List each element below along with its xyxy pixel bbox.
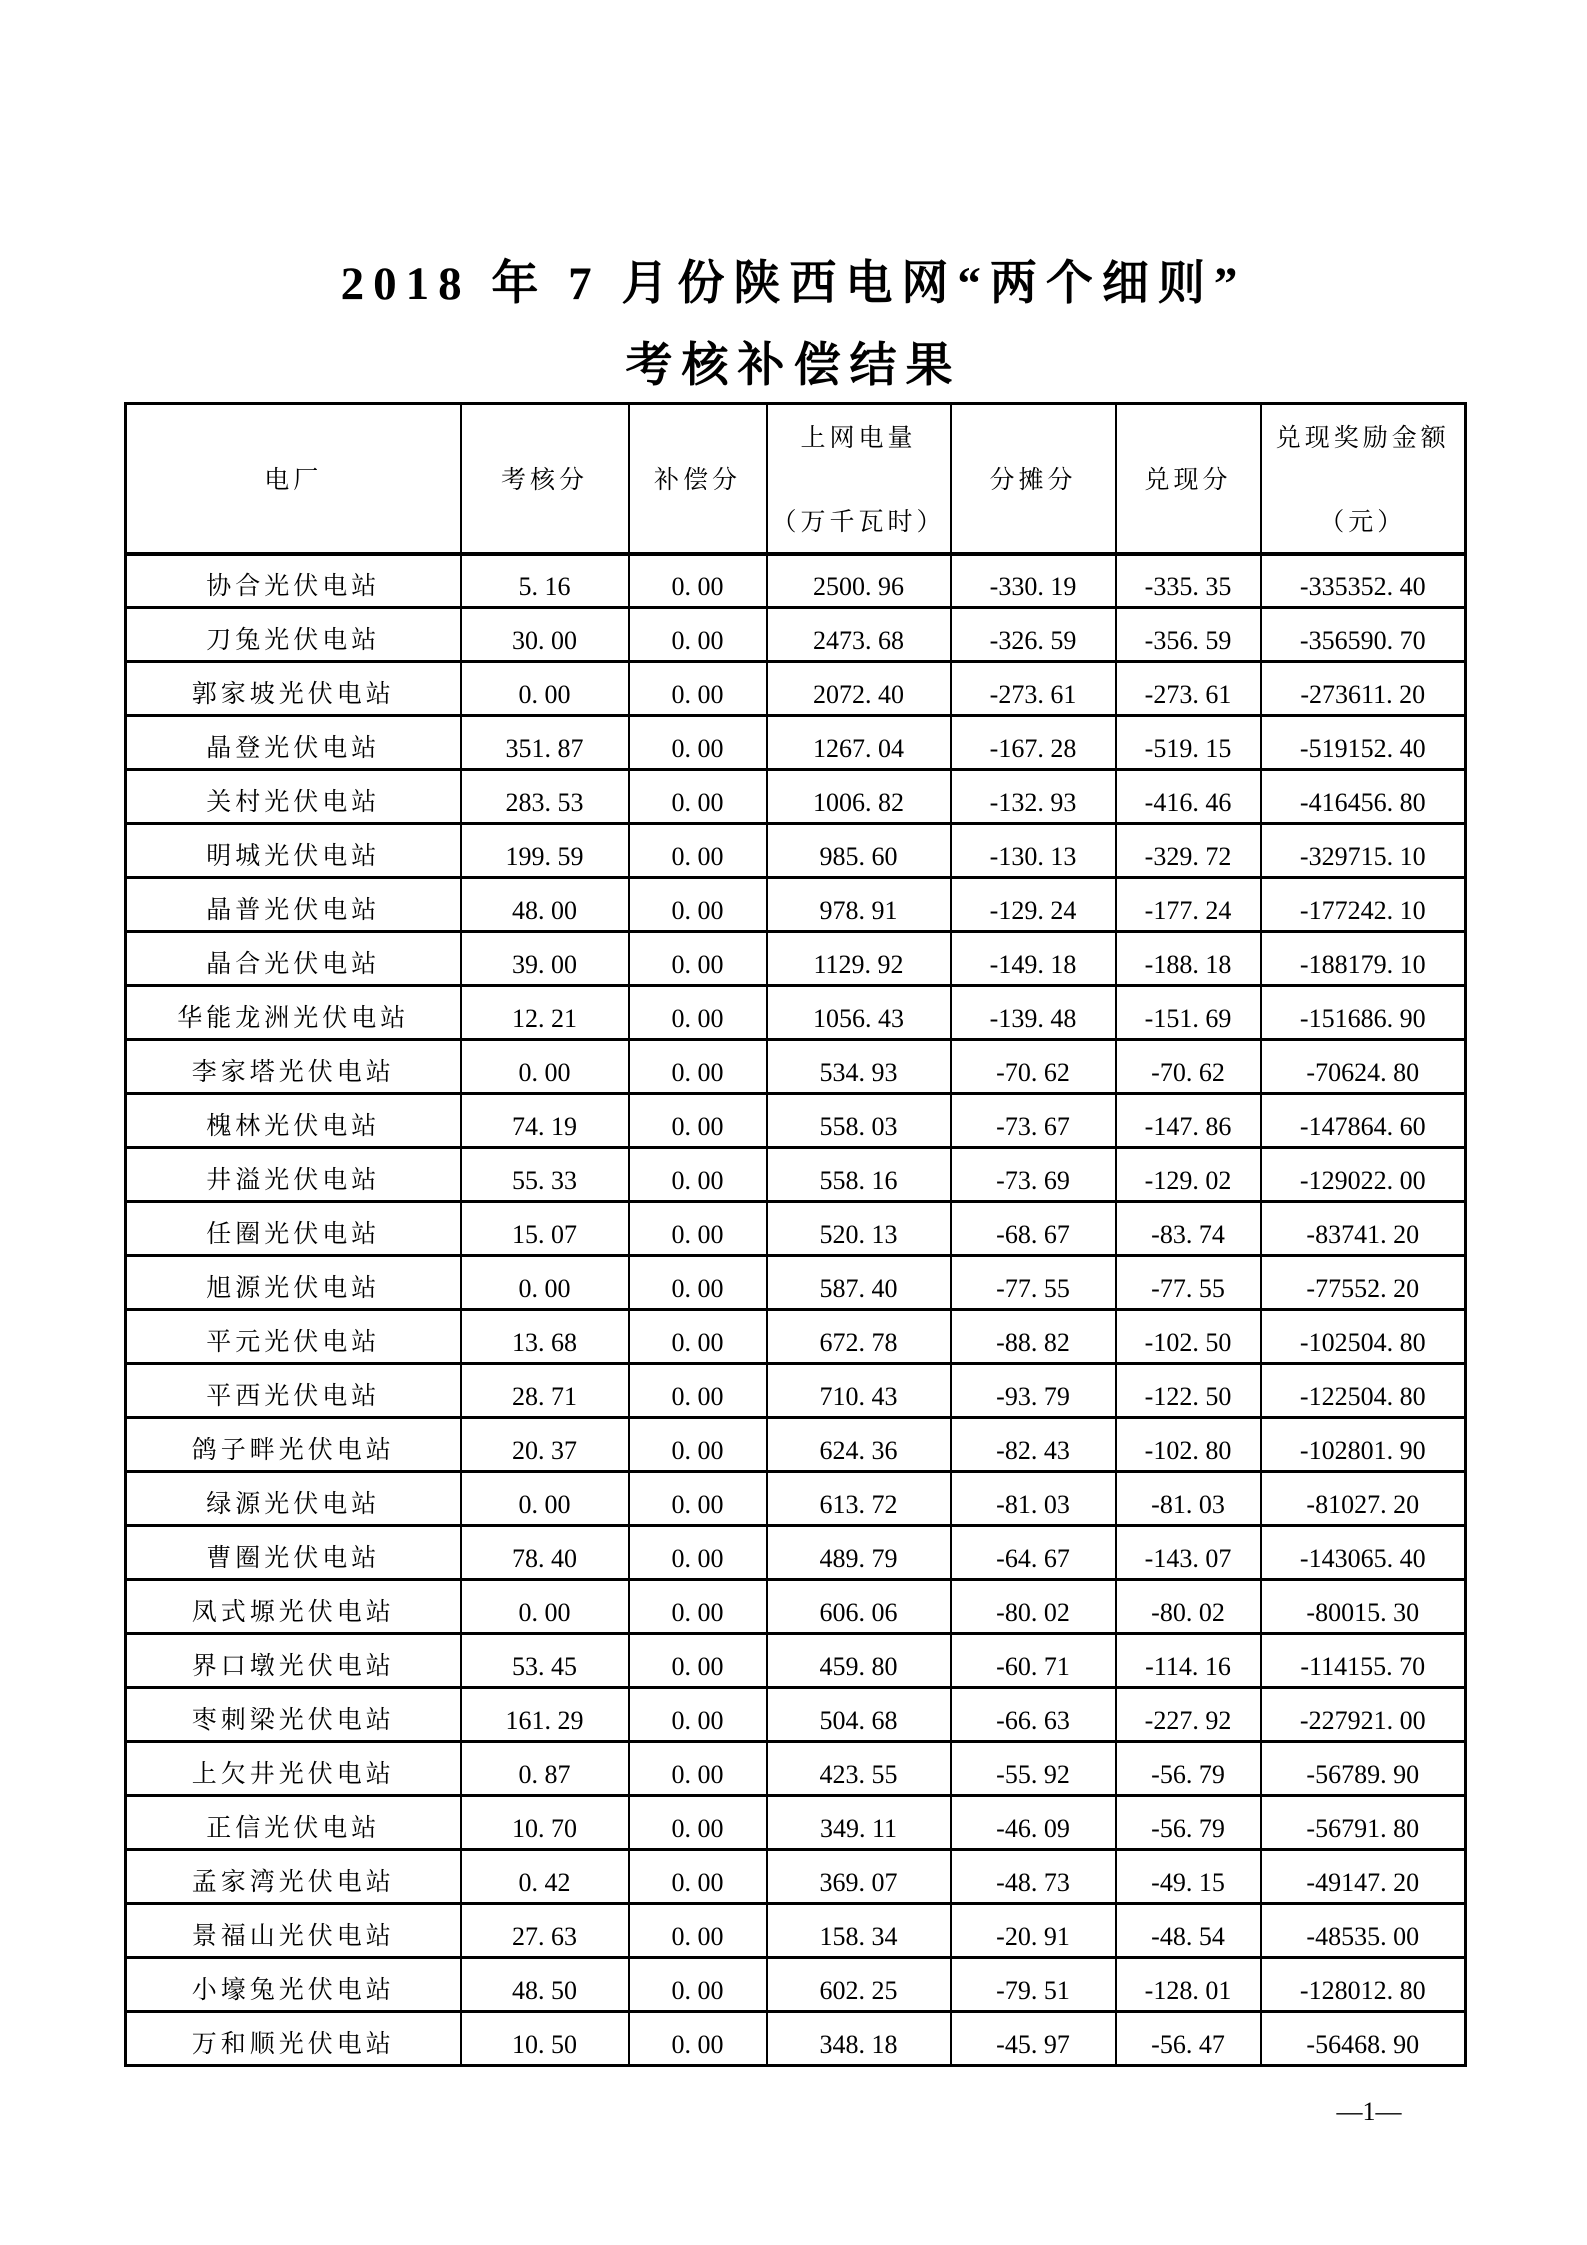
value-cell: -188. 18 [1116, 932, 1261, 986]
value-cell: -416. 46 [1116, 770, 1261, 824]
value-cell: 606. 06 [767, 1580, 951, 1634]
table-row [126, 2012, 1466, 2066]
value-cell: 2072. 40 [767, 662, 951, 716]
value-cell: -48. 73 [951, 1850, 1116, 1904]
plant-name-cell: 孟家湾光伏电站 [126, 1850, 461, 1904]
table-row [126, 824, 1466, 878]
value-cell: 369. 07 [767, 1850, 951, 1904]
value-cell: 587. 40 [767, 1256, 951, 1310]
value-cell: 0. 00 [461, 662, 629, 716]
value-cell: -56. 79 [1116, 1796, 1261, 1850]
value-cell: -132. 93 [951, 770, 1116, 824]
value-cell: 672. 78 [767, 1310, 951, 1364]
value-cell: -273611. 20 [1261, 662, 1466, 716]
value-cell: -20. 91 [951, 1904, 1116, 1958]
value-cell: 0. 00 [629, 2012, 767, 2066]
value-cell: -122. 50 [1116, 1364, 1261, 1418]
value-cell: -128012. 80 [1261, 1958, 1466, 2012]
table-body [126, 554, 1466, 2066]
column-header-lines [462, 460, 628, 496]
value-cell: 15. 07 [461, 1202, 629, 1256]
plant-name-cell: 小壕兔光伏电站 [126, 1958, 461, 2012]
table-row [126, 1958, 1466, 2012]
value-cell: 13. 68 [461, 1310, 629, 1364]
table-row [126, 932, 1466, 986]
plant-name-cell: 李家塔光伏电站 [126, 1040, 461, 1094]
column-header-lines [127, 460, 460, 496]
value-cell: -114. 16 [1116, 1634, 1261, 1688]
value-cell: -56789. 90 [1261, 1742, 1466, 1796]
plant-name-cell: 界口墩光伏电站 [126, 1634, 461, 1688]
value-cell: -143. 07 [1116, 1526, 1261, 1580]
table-row [126, 1688, 1466, 1742]
value-cell: -177242. 10 [1261, 878, 1466, 932]
column-header-text: 考核分 [500, 467, 588, 495]
value-cell: 2473. 68 [767, 608, 951, 662]
value-cell: 349. 11 [767, 1796, 951, 1850]
value-cell: 0. 00 [629, 824, 767, 878]
value-cell: -147864. 60 [1261, 1094, 1466, 1148]
table-row [126, 554, 1466, 608]
plant-name-cell: 郭家坡光伏电站 [126, 662, 461, 716]
value-cell: -177. 24 [1116, 878, 1261, 932]
table-row [126, 1418, 1466, 1472]
value-cell: 504. 68 [767, 1688, 951, 1742]
value-cell: -273. 61 [1116, 662, 1261, 716]
table-row [126, 1634, 1466, 1688]
value-cell: 0. 00 [629, 1580, 767, 1634]
value-cell: -330. 19 [951, 554, 1116, 608]
title-line-1: 2018 年 7 月份陕西电网“两个细则” [340, 258, 1247, 310]
value-cell: -70. 62 [951, 1040, 1116, 1094]
value-cell: -122504. 80 [1261, 1364, 1466, 1418]
results-table [124, 402, 1467, 2067]
plant-name-cell: 关村光伏电站 [126, 770, 461, 824]
value-cell: -130. 13 [951, 824, 1116, 878]
value-cell: -356. 59 [1116, 608, 1261, 662]
value-cell: 489. 79 [767, 1526, 951, 1580]
value-cell: -77552. 20 [1261, 1256, 1466, 1310]
column-header-text: 兑现奖励金额 [1275, 425, 1450, 453]
table-row [126, 1742, 1466, 1796]
table-row [126, 878, 1466, 932]
value-cell: -273. 61 [951, 662, 1116, 716]
value-cell: 0. 00 [629, 1634, 767, 1688]
value-cell: -356590. 70 [1261, 608, 1466, 662]
value-cell: 0. 00 [629, 1040, 767, 1094]
value-cell: -93. 79 [951, 1364, 1116, 1418]
value-cell: 558. 03 [767, 1094, 951, 1148]
value-cell: -68. 67 [951, 1202, 1116, 1256]
value-cell: -81. 03 [1116, 1472, 1261, 1526]
value-cell: -80. 02 [951, 1580, 1116, 1634]
value-cell: 30. 00 [461, 608, 629, 662]
value-cell: 5. 16 [461, 554, 629, 608]
column-header-grid-energy [767, 404, 951, 554]
value-cell: 0. 00 [629, 1958, 767, 2012]
column-header-lines [630, 460, 766, 496]
table-row [126, 770, 1466, 824]
value-cell: -83. 74 [1116, 1202, 1261, 1256]
value-cell: -73. 69 [951, 1148, 1116, 1202]
value-cell: 0. 00 [629, 986, 767, 1040]
plant-name-cell: 绿源光伏电站 [126, 1472, 461, 1526]
value-cell: -80. 02 [1116, 1580, 1261, 1634]
table-row [126, 1310, 1466, 1364]
value-cell: 520. 13 [767, 1202, 951, 1256]
table-row [126, 1472, 1466, 1526]
column-header-text: 电厂 [264, 467, 323, 495]
value-cell: -55. 92 [951, 1742, 1116, 1796]
value-cell: -81027. 20 [1261, 1472, 1466, 1526]
column-header-plant [126, 404, 461, 554]
title-line-2: 考核补偿结果 [625, 340, 962, 392]
value-cell: 28. 71 [461, 1364, 629, 1418]
value-cell: -48535. 00 [1261, 1904, 1466, 1958]
plant-name-cell: 平元光伏电站 [126, 1310, 461, 1364]
value-cell: -329. 72 [1116, 824, 1261, 878]
value-cell: -64. 67 [951, 1526, 1116, 1580]
plant-name-cell: 枣刺梁光伏电站 [126, 1688, 461, 1742]
table-header-row [126, 404, 1466, 554]
value-cell: 55. 33 [461, 1148, 629, 1202]
value-cell: 0. 00 [629, 1526, 767, 1580]
value-cell: -82. 43 [951, 1418, 1116, 1472]
value-cell: 1006. 82 [767, 770, 951, 824]
table-row [126, 608, 1466, 662]
plant-name-cell: 晶登光伏电站 [126, 716, 461, 770]
value-cell: 534. 93 [767, 1040, 951, 1094]
plant-name-cell: 鸽子畔光伏电站 [126, 1418, 461, 1472]
plant-name-cell: 晶合光伏电站 [126, 932, 461, 986]
value-cell: 0. 00 [629, 1202, 767, 1256]
value-cell: 0. 00 [629, 608, 767, 662]
table-row [126, 1580, 1466, 1634]
plant-name-cell: 景福山光伏电站 [126, 1904, 461, 1958]
value-cell: -227. 92 [1116, 1688, 1261, 1742]
value-cell: 558. 16 [767, 1148, 951, 1202]
value-cell: -102. 80 [1116, 1418, 1261, 1472]
column-header-lines [768, 418, 950, 538]
value-cell: 10. 50 [461, 2012, 629, 2066]
plant-name-cell: 平西光伏电站 [126, 1364, 461, 1418]
value-cell: 0. 00 [629, 1364, 767, 1418]
column-header-text: （元） [1319, 509, 1407, 537]
column-header-assessment-score [461, 404, 629, 554]
table-header [126, 404, 1466, 554]
value-cell: -66. 63 [951, 1688, 1116, 1742]
value-cell: -129. 02 [1116, 1148, 1261, 1202]
value-cell: -151686. 90 [1261, 986, 1466, 1040]
plant-name-cell: 任圈光伏电站 [126, 1202, 461, 1256]
plant-name-cell: 井溢光伏电站 [126, 1148, 461, 1202]
page-number: —1— [1336, 2097, 1402, 2126]
value-cell: -56468. 90 [1261, 2012, 1466, 2066]
value-cell: -83741. 20 [1261, 1202, 1466, 1256]
table-row [126, 1094, 1466, 1148]
value-cell: 0. 00 [629, 1796, 767, 1850]
value-cell: -114155. 70 [1261, 1634, 1466, 1688]
value-cell: 161. 29 [461, 1688, 629, 1742]
value-cell: -80015. 30 [1261, 1580, 1466, 1634]
value-cell: 0. 00 [629, 1256, 767, 1310]
value-cell: -129022. 00 [1261, 1148, 1466, 1202]
value-cell: -102504. 80 [1261, 1310, 1466, 1364]
plant-name-cell: 明城光伏电站 [126, 824, 461, 878]
value-cell: 0. 00 [629, 1472, 767, 1526]
value-cell: -151. 69 [1116, 986, 1261, 1040]
table-row [126, 716, 1466, 770]
value-cell: -416456. 80 [1261, 770, 1466, 824]
value-cell: 0. 87 [461, 1742, 629, 1796]
value-cell: -73. 67 [951, 1094, 1116, 1148]
value-cell: -128. 01 [1116, 1958, 1261, 2012]
value-cell: 351. 87 [461, 716, 629, 770]
value-cell: 20. 37 [461, 1418, 629, 1472]
column-header-lines [952, 460, 1115, 496]
value-cell: 53. 45 [461, 1634, 629, 1688]
table-row [126, 662, 1466, 716]
plant-name-cell: 上欠井光伏电站 [126, 1742, 461, 1796]
value-cell: 0. 00 [629, 1148, 767, 1202]
plant-name-cell: 曹圈光伏电站 [126, 1526, 461, 1580]
value-cell: -102. 50 [1116, 1310, 1261, 1364]
column-header-lines [1262, 418, 1465, 538]
value-cell: 985. 60 [767, 824, 951, 878]
plant-name-cell: 万和顺光伏电站 [126, 2012, 461, 2066]
value-cell: 0. 00 [629, 554, 767, 608]
column-header-realization-score [1116, 404, 1261, 554]
value-cell: 0. 00 [629, 1742, 767, 1796]
plant-name-cell: 槐林光伏电站 [126, 1094, 461, 1148]
column-header-compensation-score [629, 404, 767, 554]
table-row [126, 1850, 1466, 1904]
value-cell: -77. 55 [951, 1256, 1116, 1310]
value-cell: 0. 00 [629, 770, 767, 824]
value-cell: 0. 00 [461, 1472, 629, 1526]
value-cell: -81. 03 [951, 1472, 1116, 1526]
value-cell: 48. 50 [461, 1958, 629, 2012]
column-header-text: 上网电量 [800, 425, 917, 453]
column-header-text: 兑现分 [1144, 467, 1232, 495]
plant-name-cell: 正信光伏电站 [126, 1796, 461, 1850]
value-cell: 978. 91 [767, 878, 951, 932]
value-cell: -56791. 80 [1261, 1796, 1466, 1850]
value-cell: 0. 00 [461, 1580, 629, 1634]
value-cell: -48. 54 [1116, 1904, 1261, 1958]
value-cell: -149. 18 [951, 932, 1116, 986]
value-cell: 199. 59 [461, 824, 629, 878]
plant-name-cell: 晶普光伏电站 [126, 878, 461, 932]
value-cell: 283. 53 [461, 770, 629, 824]
value-cell: 0. 00 [629, 1418, 767, 1472]
value-cell: 0. 00 [629, 932, 767, 986]
column-header-lines [1117, 460, 1260, 496]
value-cell: 1129. 92 [767, 932, 951, 986]
value-cell: -139. 48 [951, 986, 1116, 1040]
value-cell: 348. 18 [767, 2012, 951, 2066]
value-cell: 613. 72 [767, 1472, 951, 1526]
value-cell: 0. 00 [629, 1850, 767, 1904]
value-cell: 48. 00 [461, 878, 629, 932]
value-cell: -56. 47 [1116, 2012, 1261, 2066]
value-cell: 12. 21 [461, 986, 629, 1040]
value-cell: -49147. 20 [1261, 1850, 1466, 1904]
value-cell: 0. 00 [461, 1040, 629, 1094]
value-cell: -45. 97 [951, 2012, 1116, 2066]
value-cell: 0. 00 [629, 878, 767, 932]
value-cell: 1056. 43 [767, 986, 951, 1040]
value-cell: 0. 00 [629, 716, 767, 770]
value-cell: -329715. 10 [1261, 824, 1466, 878]
value-cell: 0. 00 [629, 1688, 767, 1742]
value-cell: 624. 36 [767, 1418, 951, 1472]
value-cell: -77. 55 [1116, 1256, 1261, 1310]
value-cell: 39. 00 [461, 932, 629, 986]
value-cell: 27. 63 [461, 1904, 629, 1958]
table-row [126, 1148, 1466, 1202]
value-cell: -60. 71 [951, 1634, 1116, 1688]
table-row [126, 1904, 1466, 1958]
value-cell: -129. 24 [951, 878, 1116, 932]
value-cell: -46. 09 [951, 1796, 1116, 1850]
value-cell: -70. 62 [1116, 1040, 1261, 1094]
value-cell: -188179. 10 [1261, 932, 1466, 986]
plant-name-cell: 凤式塬光伏电站 [126, 1580, 461, 1634]
value-cell: -326. 59 [951, 608, 1116, 662]
value-cell: 0. 00 [629, 1094, 767, 1148]
value-cell: 158. 34 [767, 1904, 951, 1958]
plant-name-cell: 华能龙洲光伏电站 [126, 986, 461, 1040]
document-title [0, 243, 1587, 407]
value-cell: -49. 15 [1116, 1850, 1261, 1904]
table-row [126, 1526, 1466, 1580]
value-cell: -102801. 90 [1261, 1418, 1466, 1472]
value-cell: -335352. 40 [1261, 554, 1466, 608]
table-row [126, 1040, 1466, 1094]
column-header-text: （万千瓦时） [771, 509, 946, 537]
value-cell: 1267. 04 [767, 716, 951, 770]
value-cell: 78. 40 [461, 1526, 629, 1580]
value-cell: 0. 00 [461, 1256, 629, 1310]
value-cell: -227921. 00 [1261, 1688, 1466, 1742]
table-row [126, 1256, 1466, 1310]
column-header-apportion-score [951, 404, 1116, 554]
table-row [126, 1796, 1466, 1850]
value-cell: 423. 55 [767, 1742, 951, 1796]
value-cell: 10. 70 [461, 1796, 629, 1850]
value-cell: 710. 43 [767, 1364, 951, 1418]
table-row [126, 1202, 1466, 1256]
value-cell: -88. 82 [951, 1310, 1116, 1364]
column-header-reward-amount [1261, 404, 1466, 554]
value-cell: 602. 25 [767, 1958, 951, 2012]
column-header-text: 补偿分 [653, 467, 741, 495]
value-cell: 459. 80 [767, 1634, 951, 1688]
plant-name-cell: 协合光伏电站 [126, 554, 461, 608]
table-row [126, 1364, 1466, 1418]
plant-name-cell: 刀兔光伏电站 [126, 608, 461, 662]
value-cell: -335. 35 [1116, 554, 1261, 608]
value-cell: 0. 42 [461, 1850, 629, 1904]
value-cell: -79. 51 [951, 1958, 1116, 2012]
value-cell: -56. 79 [1116, 1742, 1261, 1796]
value-cell: 74. 19 [461, 1094, 629, 1148]
value-cell: -143065. 40 [1261, 1526, 1466, 1580]
value-cell: 0. 00 [629, 1310, 767, 1364]
value-cell: -519152. 40 [1261, 716, 1466, 770]
value-cell: -147. 86 [1116, 1094, 1261, 1148]
value-cell: 2500. 96 [767, 554, 951, 608]
table-row [126, 986, 1466, 1040]
value-cell: -70624. 80 [1261, 1040, 1466, 1094]
column-header-text: 分摊分 [989, 467, 1077, 495]
plant-name-cell: 旭源光伏电站 [126, 1256, 461, 1310]
value-cell: 0. 00 [629, 662, 767, 716]
value-cell: -167. 28 [951, 716, 1116, 770]
value-cell: 0. 00 [629, 1904, 767, 1958]
value-cell: -519. 15 [1116, 716, 1261, 770]
